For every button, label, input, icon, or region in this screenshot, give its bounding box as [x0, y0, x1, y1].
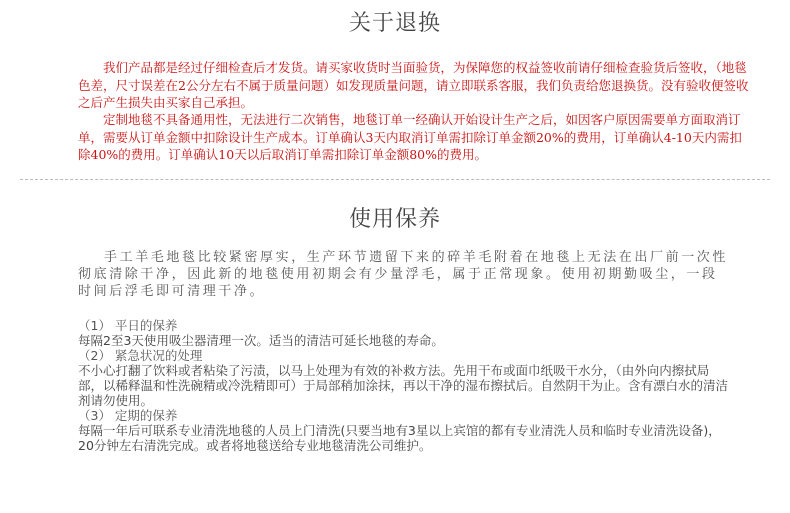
return-policy-text-2: 定制地毯不具备通用性，无法进行二次销售，地毯订单一经确认开始设计生产之后，如因客户原因需要单方面取消订单，需要从订单金额中扣除设计生产成本。订单确认3天内取消订单需扣除订单金额20%的费用，订单确认4-10天内需扣除40%的费用。订单确认10天以后取消订单需扣除订单金额80%的费用。 [78, 112, 742, 162]
return-policy-text-1: 我们产品都是经过仔细检查后才发货。请买家收货时当面验货，为保障您的权益签收前请仔细检查验货后签收，（地毯色差，尺寸误差在2公分左右不属于质量问题）如发现质量问题，请立即联系客服，我们负责给您退换货。没有验收便签收之后产生损失由买家自己承担。 [78, 60, 749, 110]
care-guide-title: 使用保养 [348, 207, 441, 232]
care-guide-list [78, 318, 728, 453]
section-divider [20, 179, 770, 180]
care-item-text-emergency: 不小心打翻了饮料或者粘染了污渍，以马上处理为有效的补救方法。先用干布或面巾纸吸干水分，（由外向内擦拭局部，以稀释温和性洗碗精或冷洗精即可）于局部稍加涂抹，再以干净的湿布擦拭后。自然阴干为止。含有漂白水的清洁剂请勿使用。 [78, 363, 729, 408]
care-item-heading-daily: （1） 平日的保养 [78, 318, 178, 333]
return-policy-paragraph-inspection [78, 59, 750, 112]
care-guide-intro: 手工羊毛地毯比较紧密厚实，生产环节遗留下来的碎羊毛附着在地毯上无法在出厂前一次性彻底清除干净，因此新的地毯使用初期会有少量浮毛，属于正常现象。使用初期勤吸尘，一段时间后浮毛即可清理干净。 [78, 250, 729, 299]
care-item-heading-emergency: （2） 紧急状况的处理 [78, 348, 203, 363]
return-policy-paragraph-custom [78, 111, 750, 164]
care-item-text-periodic: 每隔一年后可联系专业清洗地毯的人员上门清洗(只要当地有3星以上宾馆的都有专业清洗人员和临时专业清洗设备)，20分钟左右清洗完成。或者将地毯送给专业地毯清洗公司维护。 [78, 423, 721, 453]
return-policy-title: 关于退换 [348, 11, 441, 36]
care-item-heading-periodic: （3） 定期的保养 [78, 408, 178, 423]
care-item-text-daily: 每隔2至3天使用吸尘器清理一次。适当的清洁可延长地毯的寿命。 [78, 333, 444, 348]
